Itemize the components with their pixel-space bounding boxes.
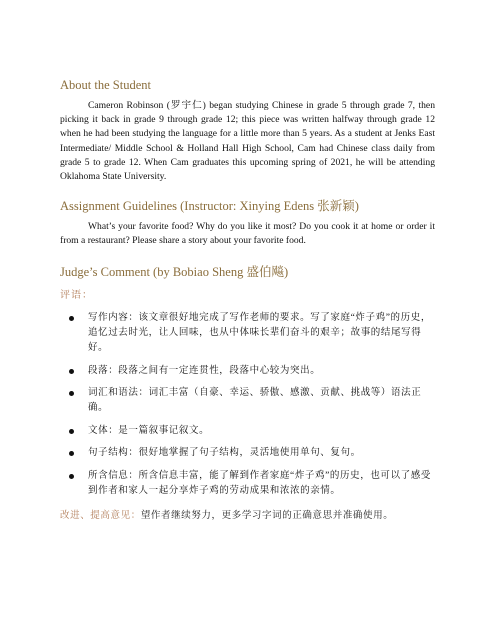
assignment-body: What’s your favorite food? Why do you like it most? Do you cook it at home or order it from a restaurant? Please share a story about your favorite food. [60,221,435,247]
list-item: 所含信息：所含信息丰富，能了解到作者家庭“炸子鸡”的历史，也可以了感受到作者和家人一起分享炸子鸡的劳动成果和浓浓的亲情。 [60,469,435,499]
bullet-icon [69,474,74,479]
bullet-icon [69,429,74,434]
bullet-icon [69,316,74,321]
list-item: 写作内容：该文章很好地完成了写作老师的要求。写了家庭“炸子鸡”的历史，追忆过去时光，让人回味，也从中体味长辈们奋斗的艰辛；故事的结尾写得好。 [60,311,435,356]
bullet-icon [69,451,74,456]
list-item: 句子结构：很好地掌握了句子结构，灵活地使用单句、复句。 [60,446,435,461]
list-item: 文体：是一篇叙事记叙文。 [60,424,435,439]
judge-label: 评语： [60,290,93,301]
about-heading: About the Student [60,78,151,92]
bullet-icon [69,391,74,396]
about-section [60,78,435,184]
closing-comment [60,507,435,521]
assignment-section [60,196,435,248]
list-item: 词汇和语法：词汇丰富（自豪、幸运、骄傲、感激、贡献、挑战等）语法正确。 [60,386,435,416]
about-body: Cameron Robinson (罗宇仁) began studying Chinese in grade 5 through grade 7, then picking it back in grade 9 through grade 12; this piece was written halfway through grade 12 when he had been studying the language for a little more than 5 years. As a student at Jenks East Intermediate/ Middle School & Holland Hall High School, Cam had Chinese class daily from grade 5 to grade 12. When Cam graduates this upcoming spring of 2021, he will be attending Oklahoma State University. [60,100,435,183]
judge-section [60,262,435,521]
closing-text: 望作者继续努力，更多学习字词的正确意思并准确使用。 [140,510,394,521]
judge-bullet-list [60,311,435,499]
closing-label: 改进、提高意见： [60,510,141,521]
list-item: 段落：段落之间有一定连贯性，段落中心较为突出。 [60,364,435,379]
assignment-heading: Assignment Guidelines (Instructor: Xinying Edens 张新颖) [60,199,359,213]
judge-heading: Judge’s Comment (by Bobiao Sheng 盛伯飚) [60,265,289,279]
bullet-icon [69,369,74,374]
